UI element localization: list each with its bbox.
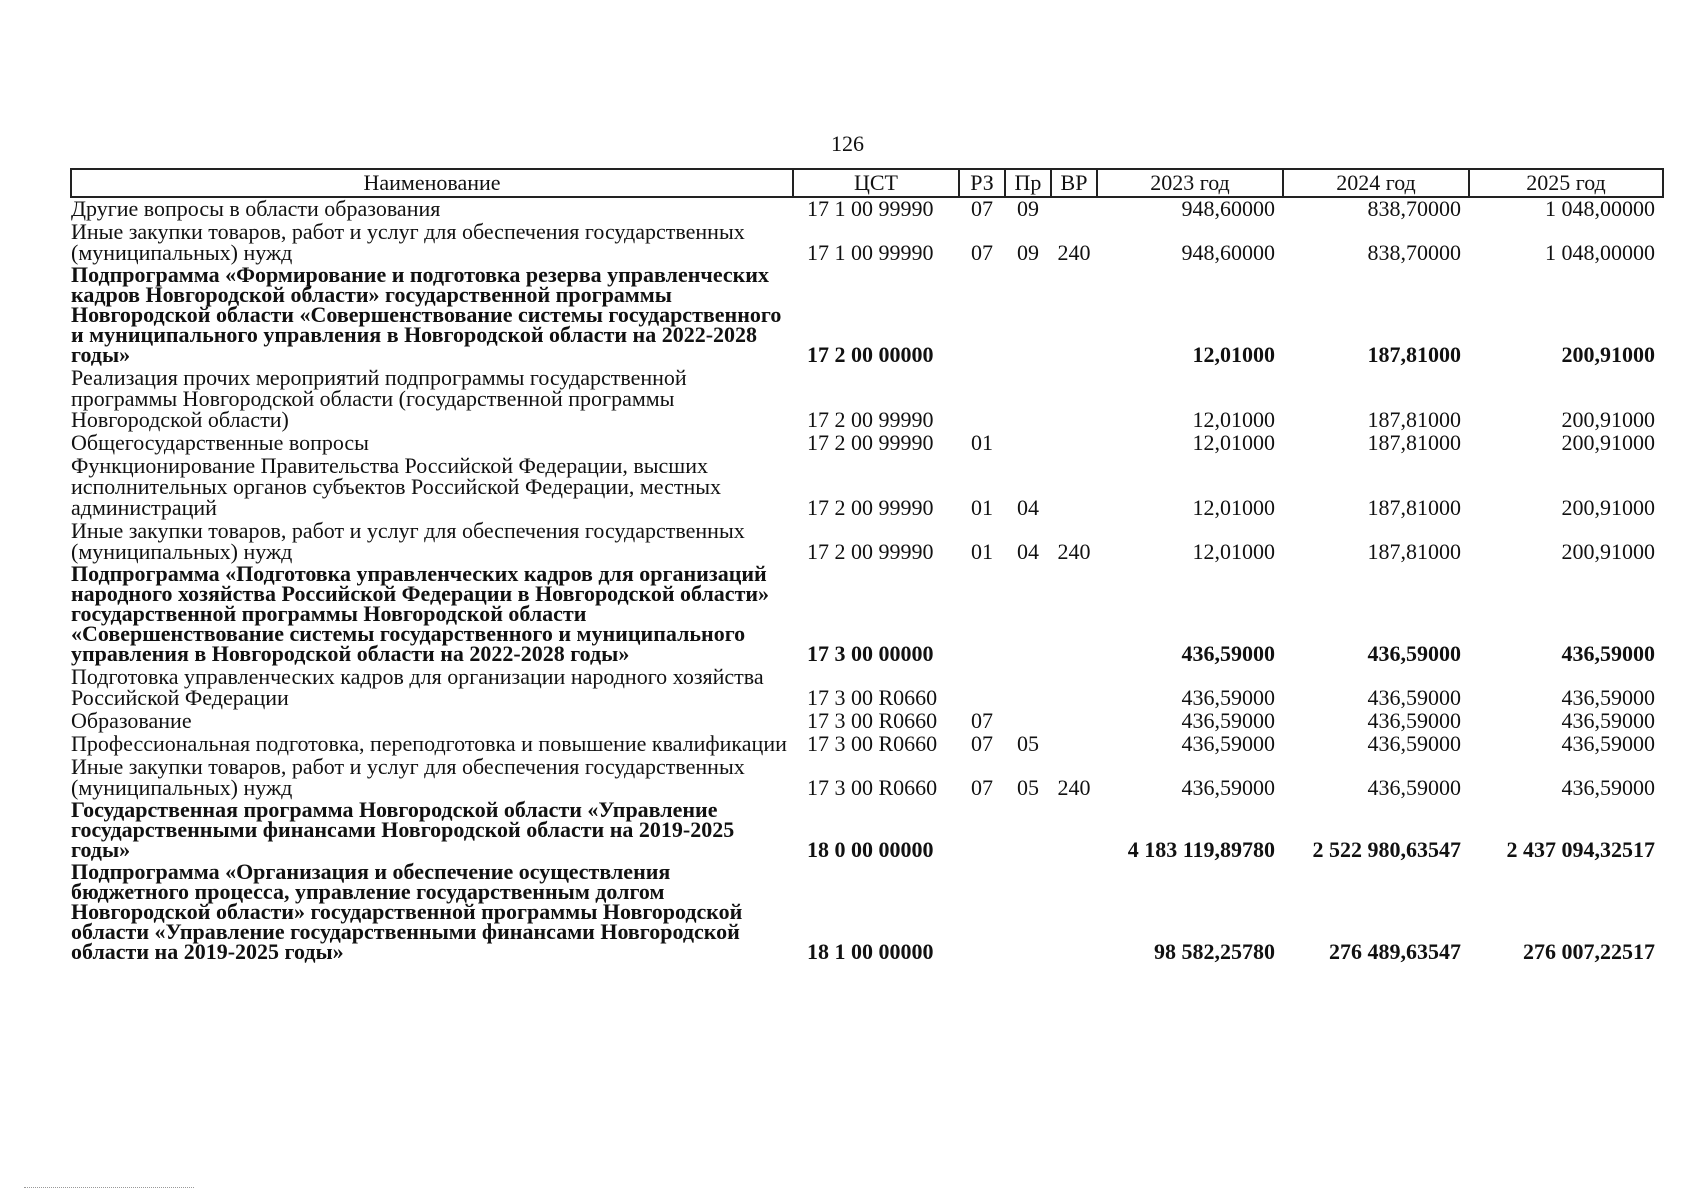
cell-pr bbox=[1005, 666, 1051, 710]
cell-vr: 240 bbox=[1057, 539, 1091, 564]
cell-vr: 240 bbox=[1057, 240, 1091, 265]
page-number: 126 bbox=[831, 131, 864, 156]
header-name: Наименование bbox=[71, 169, 793, 197]
cell-name: Реализация прочих мероприятий подпрограммы государственной программы Новгородской области (государственной программы Новгородской области) bbox=[71, 365, 687, 432]
budget-table-container bbox=[70, 168, 1662, 964]
table-row bbox=[71, 197, 1663, 221]
cell-pr bbox=[1005, 800, 1051, 862]
cell-pr: 04 bbox=[1017, 495, 1039, 520]
cell-rz: 01 bbox=[971, 539, 993, 564]
cell-2023: 12,01000 bbox=[1192, 539, 1275, 564]
cell-2023: 4 183 119,89780 bbox=[1127, 837, 1275, 862]
cell-2025: 436,59000 bbox=[1561, 641, 1655, 666]
cell-rz bbox=[959, 862, 1005, 964]
table-row bbox=[71, 756, 1663, 800]
cell-2024: 838,70000 bbox=[1367, 240, 1461, 265]
cell-name: Подпрограмма «Формирование и подготовка резерва управленческих кадров Новгородской области» государственной программы Новгородской области «Совершенствование системы государственного и муниципального управления в Новгородской области на 2022-2028 годы» bbox=[71, 262, 782, 367]
cell-vr bbox=[1051, 432, 1097, 455]
header-2025: 2025 год bbox=[1469, 169, 1663, 197]
cell-vr bbox=[1051, 197, 1097, 221]
cell-cst: 17 2 00 99990 bbox=[807, 495, 934, 520]
cell-name: Другие вопросы в области образования bbox=[71, 196, 441, 221]
cell-name: Образование bbox=[71, 708, 192, 733]
cell-pr bbox=[1005, 367, 1051, 432]
cell-2024: 187,81000 bbox=[1367, 430, 1461, 455]
cell-2023: 436,59000 bbox=[1181, 708, 1275, 733]
cell-rz bbox=[959, 564, 1005, 666]
cell-name: Подготовка управленческих кадров для организации народного хозяйства Российской Федерации bbox=[71, 664, 764, 710]
cell-pr bbox=[1005, 265, 1051, 367]
cell-2023: 12,01000 bbox=[1192, 342, 1275, 367]
table-row bbox=[71, 265, 1663, 367]
cell-rz: 01 bbox=[971, 430, 993, 455]
cell-rz: 07 bbox=[971, 240, 993, 265]
table-row bbox=[71, 862, 1663, 964]
cell-rz bbox=[959, 800, 1005, 862]
header-rz: РЗ bbox=[959, 169, 1005, 197]
cell-cst: 17 2 00 00000 bbox=[807, 342, 934, 367]
cell-vr bbox=[1051, 710, 1097, 733]
table-row bbox=[71, 666, 1663, 710]
table-row bbox=[71, 564, 1663, 666]
cell-cst: 17 2 00 99990 bbox=[807, 430, 934, 455]
cell-rz: 01 bbox=[971, 495, 993, 520]
table-row bbox=[71, 221, 1663, 265]
cell-name: Иные закупки товаров, работ и услуг для обеспечения государственных (муниципальных) нужд bbox=[71, 754, 745, 800]
cell-vr bbox=[1051, 862, 1097, 964]
cell-2025: 436,59000 bbox=[1561, 775, 1655, 800]
cell-rz bbox=[959, 265, 1005, 367]
cell-vr bbox=[1051, 733, 1097, 756]
table-row bbox=[71, 432, 1663, 455]
header-vr: ВР bbox=[1051, 169, 1097, 197]
table-row bbox=[71, 367, 1663, 432]
cell-pr bbox=[1005, 432, 1051, 455]
cell-cst: 17 1 00 99990 bbox=[807, 196, 934, 221]
cell-2023: 948,60000 bbox=[1181, 240, 1275, 265]
cell-2025: 436,59000 bbox=[1561, 685, 1655, 710]
table-body bbox=[71, 197, 1663, 964]
cell-2024: 838,70000 bbox=[1367, 196, 1461, 221]
cell-vr bbox=[1051, 455, 1097, 520]
cell-2025: 1 048,00000 bbox=[1545, 196, 1655, 221]
table-row bbox=[71, 733, 1663, 756]
cell-pr: 04 bbox=[1017, 539, 1039, 564]
budget-table bbox=[70, 168, 1664, 964]
cell-rz bbox=[959, 367, 1005, 432]
cell-vr bbox=[1051, 265, 1097, 367]
cell-cst: 17 3 00 00000 bbox=[807, 641, 934, 666]
cell-name: Иные закупки товаров, работ и услуг для обеспечения государственных (муниципальных) нужд bbox=[71, 518, 745, 564]
cell-2024: 187,81000 bbox=[1367, 495, 1461, 520]
cell-2024: 2 522 980,63547 bbox=[1312, 837, 1461, 862]
cell-2023: 436,59000 bbox=[1181, 731, 1275, 756]
cell-name: Иные закупки товаров, работ и услуг для обеспечения государственных (муниципальных) нужд bbox=[71, 219, 745, 265]
cell-name: Подпрограмма «Организация и обеспечение осуществления бюджетного процесса, управление государственным долгом Новгородской области» государственной программы Новгородской области «Управление государственными финансами Новгородской области на 2019-2025 годы» bbox=[71, 859, 743, 964]
cell-cst: 17 3 00 R0660 bbox=[807, 685, 938, 710]
cell-2023: 12,01000 bbox=[1192, 407, 1275, 432]
header-2023: 2023 год bbox=[1097, 169, 1283, 197]
cell-pr bbox=[1005, 862, 1051, 964]
cell-2025: 200,91000 bbox=[1561, 430, 1655, 455]
cell-2025: 436,59000 bbox=[1561, 731, 1655, 756]
cell-2025: 200,91000 bbox=[1561, 342, 1655, 367]
cell-2023: 12,01000 bbox=[1192, 495, 1275, 520]
cell-2024: 187,81000 bbox=[1367, 342, 1461, 367]
cell-2023: 436,59000 bbox=[1181, 685, 1275, 710]
cell-pr: 09 bbox=[1017, 196, 1039, 221]
cell-2024: 436,59000 bbox=[1367, 708, 1461, 733]
cell-rz: 07 bbox=[971, 731, 993, 756]
cell-cst: 17 2 00 99990 bbox=[807, 407, 934, 432]
header-cst: ЦСТ bbox=[793, 169, 959, 197]
cell-vr: 240 bbox=[1057, 775, 1091, 800]
cell-2025: 436,59000 bbox=[1561, 708, 1655, 733]
cell-cst: 17 1 00 99990 bbox=[807, 240, 934, 265]
cell-2023: 436,59000 bbox=[1181, 641, 1275, 666]
table-row bbox=[71, 800, 1663, 862]
cell-2025: 200,91000 bbox=[1561, 539, 1655, 564]
table-row bbox=[71, 710, 1663, 733]
cell-2024: 187,81000 bbox=[1367, 407, 1461, 432]
cell-2023: 98 582,25780 bbox=[1154, 939, 1275, 964]
cell-2025: 200,91000 bbox=[1561, 495, 1655, 520]
cell-2024: 436,59000 bbox=[1367, 685, 1461, 710]
cell-rz bbox=[959, 666, 1005, 710]
cell-cst: 17 3 00 R0660 bbox=[807, 708, 938, 733]
cell-2024: 436,59000 bbox=[1367, 775, 1461, 800]
cell-pr: 05 bbox=[1017, 775, 1039, 800]
cell-2025: 276 007,22517 bbox=[1523, 939, 1655, 964]
cell-name: Общегосударственные вопросы bbox=[71, 430, 369, 455]
cell-2024: 436,59000 bbox=[1367, 641, 1461, 666]
table-header-row bbox=[71, 169, 1663, 197]
cell-vr bbox=[1051, 564, 1097, 666]
cell-2023: 12,01000 bbox=[1192, 430, 1275, 455]
table-row bbox=[71, 455, 1663, 520]
cell-rz: 07 bbox=[971, 196, 993, 221]
cell-vr bbox=[1051, 367, 1097, 432]
cell-name: Подпрограмма «Подготовка управленческих кадров для организаций народного хозяйства Российской Федерации в Новгородской области» государственной программы Новгородской области «Совершенствование системы государственного и муниципального управления в Новгородской области на 2022-2028 годы» bbox=[71, 561, 770, 666]
cell-2025: 1 048,00000 bbox=[1545, 240, 1655, 265]
cell-pr: 09 bbox=[1017, 240, 1039, 265]
cell-pr: 05 bbox=[1017, 731, 1039, 756]
cell-cst: 17 3 00 R0660 bbox=[807, 731, 938, 756]
cell-name: Профессиональная подготовка, переподготовка и повышение квалификации bbox=[71, 731, 787, 756]
cell-name: Функционирование Правительства Российской Федерации, высших исполнительных органов субъектов Российской Федерации, местных администраций bbox=[71, 453, 722, 520]
cell-cst: 17 2 00 99990 bbox=[807, 539, 934, 564]
header-pr: Пр bbox=[1005, 169, 1051, 197]
cell-2025: 2 437 094,32517 bbox=[1506, 837, 1655, 862]
cell-cst: 18 0 00 00000 bbox=[807, 837, 934, 862]
cell-2024: 276 489,63547 bbox=[1329, 939, 1461, 964]
cell-2024: 436,59000 bbox=[1367, 731, 1461, 756]
cell-cst: 18 1 00 00000 bbox=[807, 939, 934, 964]
cell-vr bbox=[1051, 800, 1097, 862]
table-row bbox=[71, 520, 1663, 564]
cell-pr bbox=[1005, 564, 1051, 666]
cell-2023: 436,59000 bbox=[1181, 775, 1275, 800]
header-2024: 2024 год bbox=[1283, 169, 1469, 197]
cell-cst: 17 3 00 R0660 bbox=[807, 775, 938, 800]
cell-2024: 187,81000 bbox=[1367, 539, 1461, 564]
cell-name: Государственная программа Новгородской области «Управление государственными финансами Новгородской области на 2019-2025 годы» bbox=[71, 797, 735, 862]
cell-2023: 948,60000 bbox=[1181, 196, 1275, 221]
cell-pr bbox=[1005, 710, 1051, 733]
footer-divider bbox=[24, 1187, 194, 1188]
cell-rz: 07 bbox=[971, 775, 993, 800]
cell-rz: 07 bbox=[971, 708, 993, 733]
cell-vr bbox=[1051, 666, 1097, 710]
cell-2025: 200,91000 bbox=[1561, 407, 1655, 432]
